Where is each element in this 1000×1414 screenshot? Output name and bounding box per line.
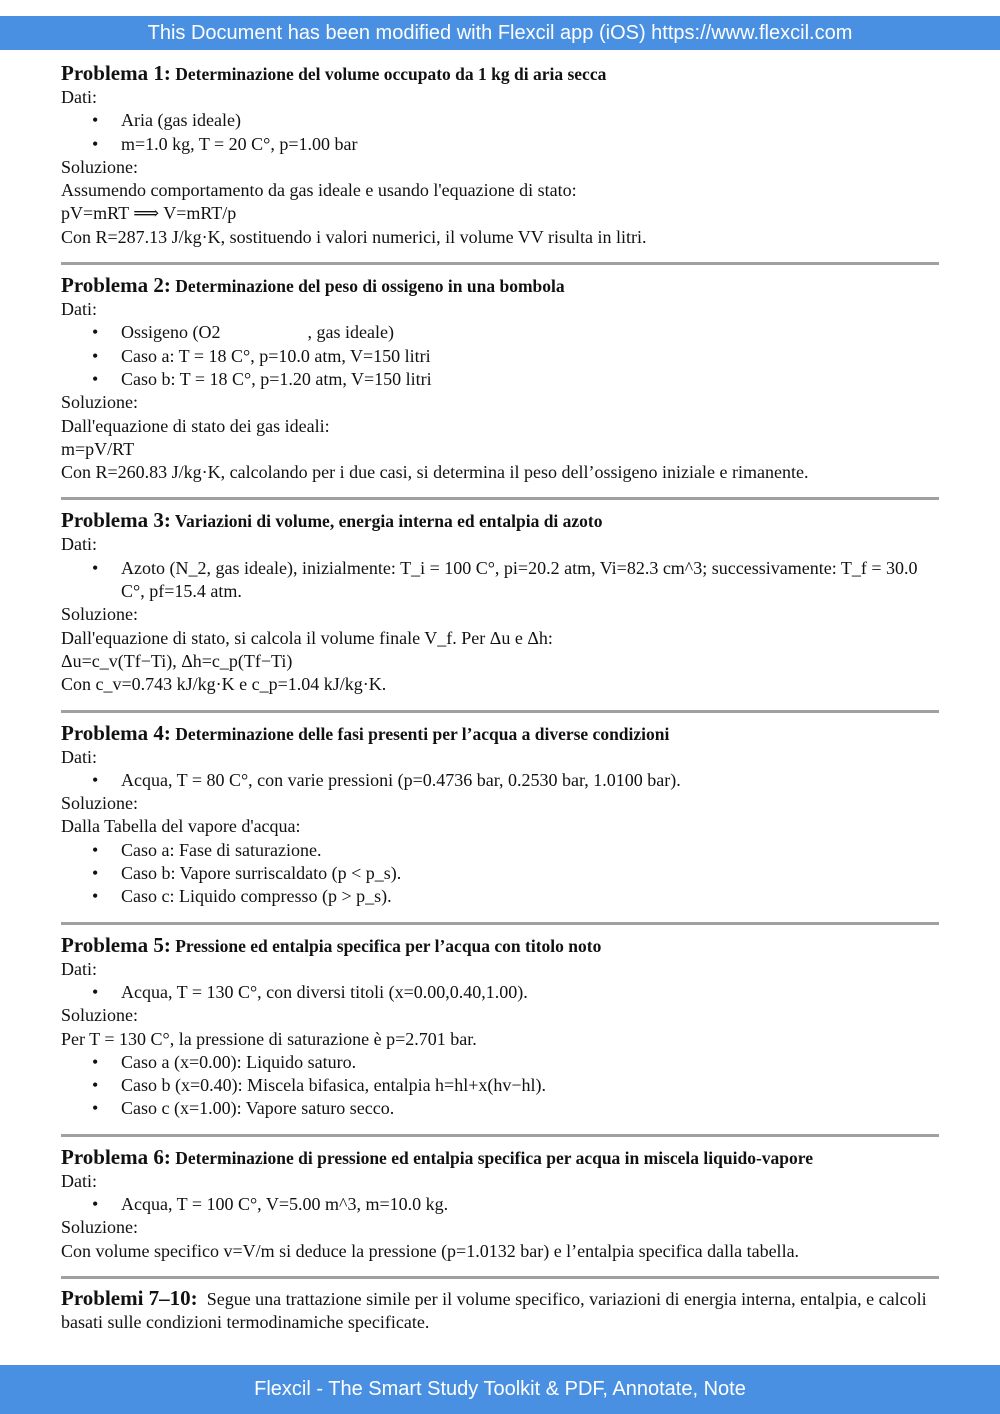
problem-3 bbox=[61, 508, 941, 696]
solution-line: Per T = 130 C°, la pressione di saturazione è p=2.701 bar. bbox=[61, 1028, 477, 1049]
problem-title: Determinazione del peso di ossigeno in una bombola bbox=[175, 276, 565, 297]
soluzione-label: Soluzione: bbox=[61, 604, 138, 625]
problem-number: Problema 1: bbox=[61, 61, 171, 85]
problem-4 bbox=[61, 721, 941, 909]
problem-5 bbox=[61, 933, 941, 1121]
header-banner: This Document has been modified with Flexcil app (iOS) https://www.flexcil.com bbox=[0, 16, 1000, 50]
list-item: • Acqua, T = 80 C°, con varie pressioni (p=0.4736 bar, 0.2530 bar, 1.0100 bar). bbox=[121, 769, 941, 792]
problem-1 bbox=[61, 61, 941, 249]
list-item: • Aria (gas ideale) bbox=[121, 109, 941, 132]
problem-title: Pressione ed entalpia specifica per l’acqua con titolo noto bbox=[175, 935, 602, 956]
list-item: • Caso a: T = 18 C°, p=10.0 atm, V=150 litri bbox=[121, 345, 941, 368]
solution-line: Assumendo comportamento da gas ideale e usando l'equazione di stato: bbox=[61, 180, 577, 201]
cases-list bbox=[61, 839, 941, 909]
dati-list bbox=[61, 321, 941, 391]
dati-list bbox=[61, 557, 941, 604]
dati-label: Dati: bbox=[61, 534, 97, 555]
section-divider bbox=[61, 497, 939, 500]
problem-number: Problemi 7–10: bbox=[61, 1285, 198, 1310]
dati-label: Dati: bbox=[61, 958, 97, 979]
list-item: • Azoto (N_2, gas ideale), inizialmente: T_i = 100 C°, pi=20.2 atm, Vi=82.3 cm^3; successivamente: T_f = 30.0 C°, pf=15.4 atm. bbox=[121, 557, 941, 604]
dati-list bbox=[61, 981, 941, 1004]
problem-heading bbox=[61, 721, 941, 746]
solution-line: Dall'equazione di stato dei gas ideali: bbox=[61, 415, 330, 436]
solution-line: Δu=c_v(Tf−Ti), Δh=c_p(Tf−Ti) bbox=[61, 650, 293, 671]
list-item: • Caso b (x=0.40): Miscela bifasica, entalpia h=hl+x(hv−hl). bbox=[121, 1074, 941, 1097]
soluzione-label: Soluzione: bbox=[61, 1217, 138, 1238]
problem-title: Determinazione delle fasi presenti per l’acqua a diverse condizioni bbox=[175, 723, 670, 744]
problem-title: Determinazione di pressione ed entalpia specifica per acqua in miscela liquido-vapore bbox=[175, 1147, 813, 1168]
problem-number: Problema 6: bbox=[61, 1144, 171, 1169]
solution-line: m=pV/RT bbox=[61, 438, 135, 459]
problem-number: Problema 5: bbox=[61, 932, 171, 957]
problems-7-10-text: Segue una trattazione simile per il volume specifico, variazioni di energia interna, entalpia, e calcoli basati sulle condizioni termodinamiche specificate. bbox=[61, 1288, 927, 1333]
list-item: • Caso b: Vapore surriscaldato (p < p_s). bbox=[121, 862, 941, 885]
problem-title: Variazioni di volume, energia interna ed entalpia di azoto bbox=[174, 511, 603, 532]
list-item: • Caso c (x=1.00): Vapore saturo secco. bbox=[121, 1097, 941, 1120]
solution-line: Con volume specifico v=V/m si deduce la pressione (p=1.0132 bar) e l’entalpia specifica dalla tabella. bbox=[61, 1240, 800, 1261]
dati-list bbox=[61, 769, 941, 792]
list-item: • m=1.0 kg, T = 20 C°, p=1.00 bar bbox=[121, 133, 941, 156]
section-divider bbox=[61, 1276, 939, 1279]
problem-heading bbox=[61, 508, 941, 533]
problem-heading bbox=[61, 61, 941, 86]
section-divider bbox=[61, 1134, 939, 1137]
list-item bbox=[121, 321, 941, 344]
problem-number: Problema 3: bbox=[61, 508, 171, 533]
dati-label: Dati: bbox=[61, 299, 97, 320]
problem-2 bbox=[61, 273, 941, 484]
section-divider bbox=[61, 262, 939, 265]
list-item: • Acqua, T = 100 C°, V=5.00 m^3, m=10.0 kg. bbox=[121, 1193, 941, 1216]
soluzione-label: Soluzione: bbox=[61, 392, 138, 413]
list-item: • Caso a: Fase di saturazione. bbox=[121, 839, 941, 862]
soluzione-label: Soluzione: bbox=[61, 793, 138, 814]
list-item: • Caso a (x=0.00): Liquido saturo. bbox=[121, 1051, 941, 1074]
problem-heading bbox=[61, 273, 941, 298]
list-item-part: , gas ideale) bbox=[307, 322, 394, 343]
footer-banner: Flexcil - The Smart Study Toolkit & PDF, Annotate, Note bbox=[0, 1365, 1000, 1414]
list-item: • Caso b: T = 18 C°, p=1.20 atm, V=150 litri bbox=[121, 368, 941, 391]
problem-number: Problema 2: bbox=[61, 273, 171, 298]
section-divider bbox=[61, 710, 939, 713]
dati-list bbox=[61, 109, 941, 156]
problem-6 bbox=[61, 1145, 941, 1263]
list-item: • Caso c: Liquido compresso (p > p_s). bbox=[121, 885, 941, 908]
problems-7-10 bbox=[61, 1287, 941, 1335]
solution-line: Con R=287.13 J/kg·K, sostituendo i valori numerici, il volume VV risulta in litri. bbox=[61, 226, 647, 247]
problem-heading bbox=[61, 1145, 941, 1170]
problem-title: Determinazione del volume occupato da 1 kg di aria secca bbox=[175, 64, 607, 84]
solution-line: Dall'equazione di stato, si calcola il volume finale V_f. Per Δu e Δh: bbox=[61, 627, 553, 648]
dati-label: Dati: bbox=[61, 1170, 97, 1191]
dati-label: Dati: bbox=[61, 746, 97, 767]
section-divider bbox=[61, 922, 939, 925]
dati-list bbox=[61, 1193, 941, 1216]
problems-7-10-paragraph bbox=[61, 1287, 941, 1335]
document-body bbox=[61, 61, 941, 1334]
cases-list bbox=[61, 1051, 941, 1121]
list-item-part: Ossigeno (O2 bbox=[121, 322, 221, 343]
soluzione-label: Soluzione: bbox=[61, 156, 138, 177]
list-item: • Acqua, T = 130 C°, con diversi titoli (x=0.00,0.40,1.00). bbox=[121, 981, 941, 1004]
problem-heading bbox=[61, 933, 941, 958]
solution-line: Dalla Tabella del vapore d'acqua: bbox=[61, 816, 301, 837]
solution-line: Con c_v=0.743 kJ/kg·K e c_p=1.04 kJ/kg·K. bbox=[61, 674, 387, 695]
solution-line: pV=mRT ⟹ V=mRT/p bbox=[61, 203, 237, 224]
solution-line: Con R=260.83 J/kg·K, calcolando per i due casi, si determina il peso dell’ossigeno iniziale e rimanente. bbox=[61, 462, 809, 483]
dati-label: Dati: bbox=[61, 87, 97, 107]
soluzione-label: Soluzione: bbox=[61, 1005, 138, 1026]
problem-number: Problema 4: bbox=[61, 720, 171, 745]
